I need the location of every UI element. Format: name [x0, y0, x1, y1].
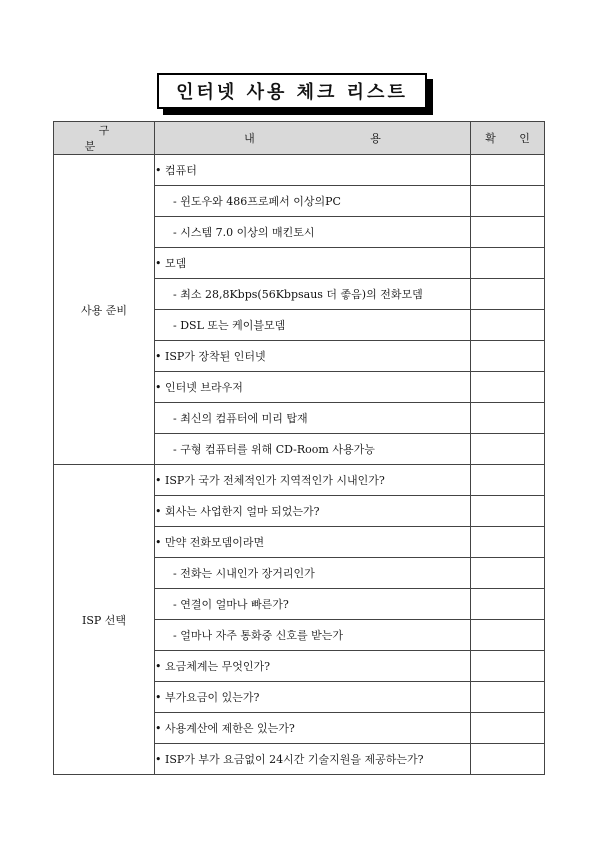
check-cell[interactable]	[471, 651, 545, 682]
checklist-item: • 만약 전화모뎀이라면	[155, 527, 471, 558]
checklist-item: - 연결이 얼마나 빠른가?	[155, 589, 471, 620]
check-cell[interactable]	[471, 434, 545, 465]
section-category: ISP 선택	[54, 465, 155, 775]
table-row	[54, 465, 545, 496]
check-cell[interactable]	[471, 310, 545, 341]
check-cell[interactable]	[471, 217, 545, 248]
check-cell[interactable]	[471, 496, 545, 527]
checklist-body	[54, 155, 545, 775]
checklist-item: - 구형 컴퓨터를 위해 CD-Room 사용가능	[155, 434, 471, 465]
checklist-item: • 회사는 사업한지 얼마 되었는가?	[155, 496, 471, 527]
checklist-item: - DSL 또는 케이블모뎀	[155, 310, 471, 341]
checklist-item: - 시스템 7.0 이상의 매킨토시	[155, 217, 471, 248]
check-cell[interactable]	[471, 589, 545, 620]
check-cell[interactable]	[471, 713, 545, 744]
checklist-item: • ISP가 장착된 인터넷	[155, 341, 471, 372]
checklist-item: • 컴퓨터	[155, 155, 471, 186]
title-block	[157, 73, 427, 109]
header-check: 확 인	[471, 122, 545, 155]
check-cell[interactable]	[471, 186, 545, 217]
check-cell[interactable]	[471, 744, 545, 775]
check-cell[interactable]	[471, 403, 545, 434]
header-category: 구 분	[54, 122, 155, 155]
checklist-table	[53, 121, 545, 775]
checklist-item: • 사용계산에 제한은 있는가?	[155, 713, 471, 744]
checklist-item: - 전화는 시내인가 장거리인가	[155, 558, 471, 589]
checklist-item: - 최신의 컴퓨터에 미리 탑재	[155, 403, 471, 434]
header-row	[54, 122, 545, 155]
checklist-item: • ISP가 부가 요금없이 24시간 기술지원을 제공하는가?	[155, 744, 471, 775]
checklist-item: - 얼마나 자주 통화중 신호를 받는가	[155, 620, 471, 651]
check-cell[interactable]	[471, 682, 545, 713]
section-category: 사용 준비	[54, 155, 155, 465]
checklist-item: - 윈도우와 486프로페서 이상의PC	[155, 186, 471, 217]
check-cell[interactable]	[471, 155, 545, 186]
checklist-item: - 최소 28,8Kbps(56Kbpsaus 더 좋음)의 전화모뎀	[155, 279, 471, 310]
check-cell[interactable]	[471, 620, 545, 651]
checklist-item: • 부가요금이 있는가?	[155, 682, 471, 713]
check-cell[interactable]	[471, 558, 545, 589]
check-cell[interactable]	[471, 527, 545, 558]
checklist-item: • ISP가 국가 전체적인가 지역적인가 시내인가?	[155, 465, 471, 496]
check-cell[interactable]	[471, 465, 545, 496]
table-row	[54, 155, 545, 186]
checklist-item: • 인터넷 브라우저	[155, 372, 471, 403]
check-cell[interactable]	[471, 248, 545, 279]
check-cell[interactable]	[471, 279, 545, 310]
checklist-item: • 요금체계는 무엇인가?	[155, 651, 471, 682]
check-cell[interactable]	[471, 372, 545, 403]
check-cell[interactable]	[471, 341, 545, 372]
page-title: 인터넷 사용 체크 리스트	[157, 73, 427, 109]
checklist-item: • 모뎀	[155, 248, 471, 279]
header-content: 내 용	[155, 122, 471, 155]
